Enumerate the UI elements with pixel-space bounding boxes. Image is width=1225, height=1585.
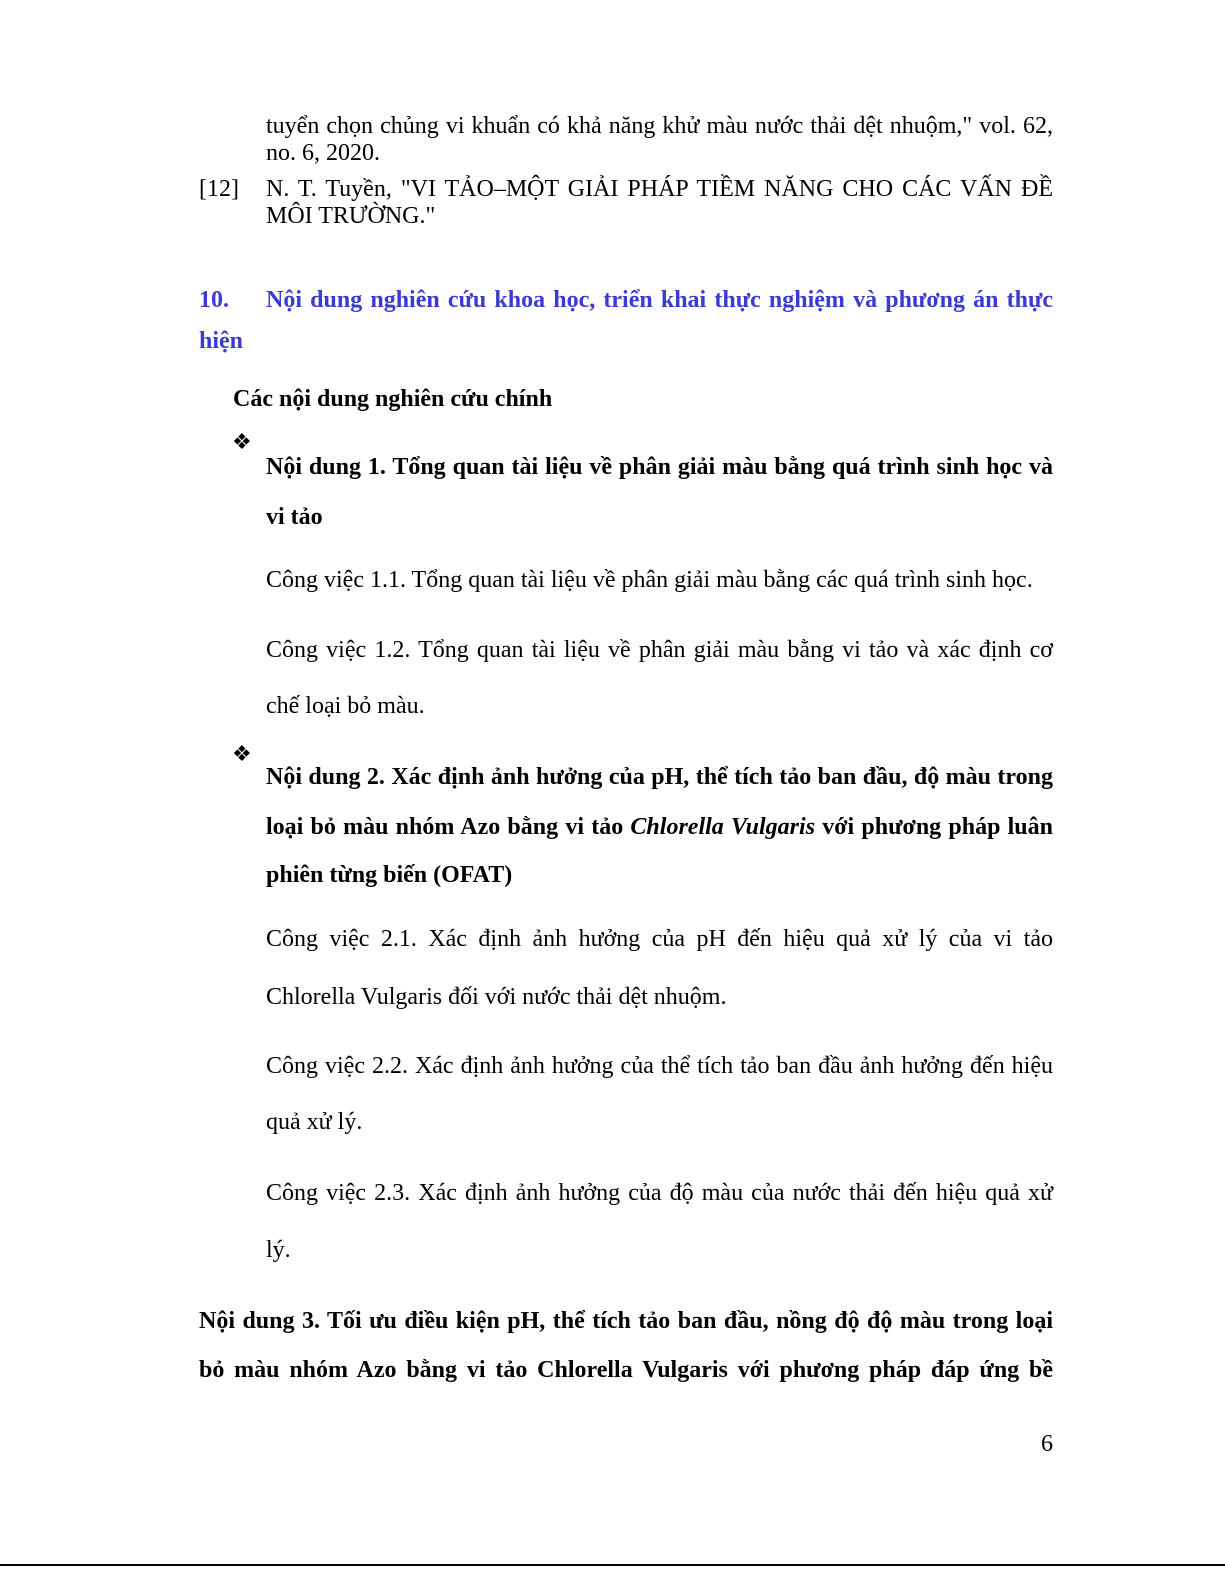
content-3-title-line1: Nội dung 3. Tối ưu điều kiện pH, thể tích tảo ban đầu, nồng độ độ màu trong loại bbox=[199, 1308, 1053, 1334]
content-2-title-line2-pre: loại bỏ màu nhóm Azo bằng vi tảo bbox=[266, 814, 631, 840]
bullet-diamond-icon: ❖ bbox=[232, 430, 252, 455]
content-2-title-line1: Nội dung 2. Xác định ảnh hưởng của pH, thể tích tảo ban đầu, độ màu trong bbox=[266, 764, 1053, 790]
section-10-title-line2: hiện bbox=[199, 328, 244, 354]
species-name-italic: Chlorella Vulgaris bbox=[630, 814, 816, 840]
bullet-diamond-icon: ❖ bbox=[232, 742, 252, 767]
page-bottom-rule bbox=[0, 1564, 1225, 1566]
content-2-title-line2 bbox=[266, 813, 1053, 841]
section-10-title-line1: Nội dung nghiên cứu khoa học, triển khai thực nghiệm và phương án thực bbox=[266, 287, 1053, 313]
content-1-title-line2: vi tảo bbox=[266, 504, 323, 530]
task-2-2-line1: Công việc 2.2. Xác định ảnh hưởng của thể tích tảo ban đầu ảnh hưởng đến hiệu bbox=[266, 1053, 1053, 1079]
section-10-number: 10. bbox=[199, 287, 229, 313]
reference-12-number: [12] bbox=[199, 176, 239, 202]
reference-11-continuation-line2: no. 6, 2020. bbox=[266, 140, 380, 166]
task-2-1-line2: Chlorella Vulgaris đối với nước thải dệt nhuộm. bbox=[266, 984, 727, 1010]
task-2-3-line1: Công việc 2.3. Xác định ảnh hưởng của độ màu của nước thải đến hiệu quả xử bbox=[266, 1180, 1053, 1206]
task-2-1-line1: Công việc 2.1. Xác định ảnh hưởng của pH đến hiệu quả xử lý của vi tảo bbox=[266, 926, 1053, 952]
reference-11-continuation-line1: tuyển chọn chủng vi khuẩn có khả năng khử màu nước thải dệt nhuộm," vol. 62, bbox=[266, 113, 1053, 139]
task-2-3-line2: lý. bbox=[266, 1237, 291, 1263]
task-2-2-line2: quả xử lý. bbox=[266, 1109, 363, 1135]
task-1-2-line2: chế loại bỏ màu. bbox=[266, 693, 425, 719]
content-1-title-line1: Nội dung 1. Tổng quan tài liệu về phân giải màu bằng quá trình sinh học và bbox=[266, 454, 1053, 480]
content-2-title-line3: phiên từng biến (OFAT) bbox=[266, 862, 513, 888]
content-3-title-line2: bỏ màu nhóm Azo bằng vi tảo Chlorella Vulgaris với phương pháp đáp ứng bề bbox=[199, 1357, 1053, 1383]
reference-12-line1: N. T. Tuyền, "VI TẢO–MỘT GIẢI PHÁP TIỀM NĂNG CHO CÁC VẤN ĐỀ bbox=[266, 176, 1053, 202]
content-2-title-line2-post: với phương pháp luân bbox=[815, 814, 1053, 840]
task-1-1: Công việc 1.1. Tổng quan tài liệu về phân giải màu bằng các quá trình sinh học. bbox=[266, 567, 1033, 593]
reference-12-line2: MÔI TRƯỜNG." bbox=[266, 203, 436, 229]
page-number: 6 bbox=[1041, 1431, 1053, 1457]
task-1-2-line1: Công việc 1.2. Tổng quan tài liệu về phân giải màu bằng vi tảo và xác định cơ bbox=[266, 637, 1053, 663]
main-contents-heading: Các nội dung nghiên cứu chính bbox=[233, 386, 553, 412]
